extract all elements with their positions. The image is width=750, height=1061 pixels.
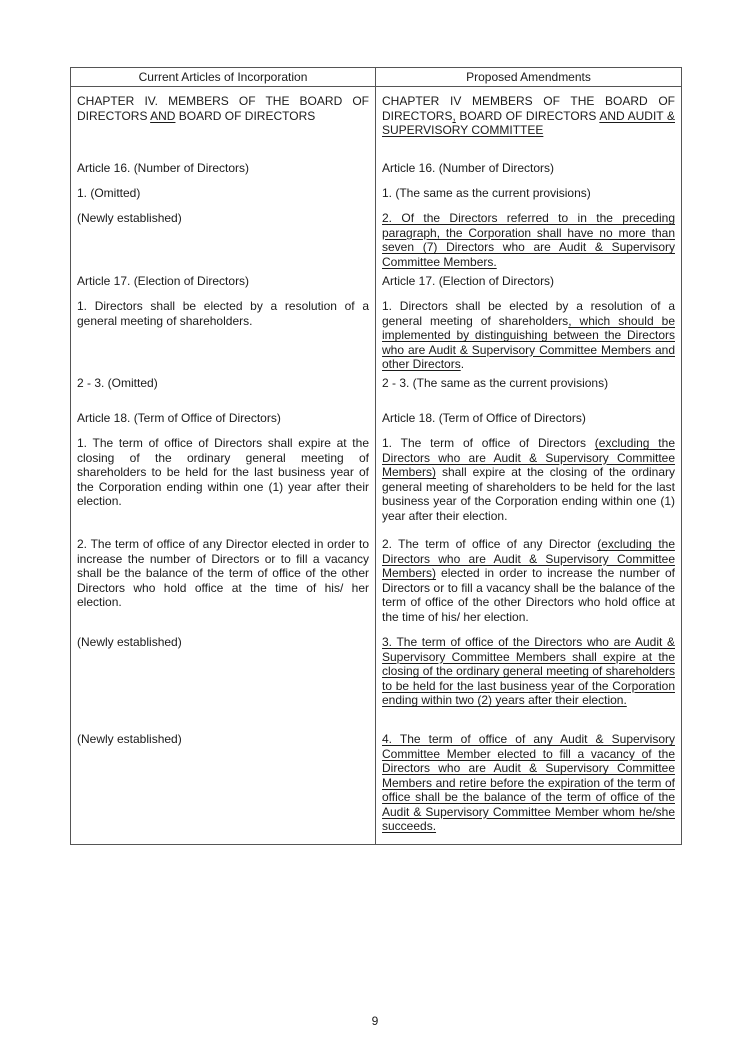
underlined-amendment-segment: AND AUDIT & SUPERVISORY COMMITTEE: [382, 108, 675, 137]
proposed-amendment-text: [382, 537, 675, 624]
text-segment: elected in order to increase the number of Directors or to fill a vacancy shall be the balance of the term of office of the other Directors who hold office at the time of his/ her election.: [382, 566, 675, 624]
current-article-text: [77, 376, 369, 391]
proposed-amendment-text: [382, 411, 675, 426]
table-row: [71, 408, 682, 433]
proposed-amendment-text: [382, 299, 675, 372]
text-segment: Article 17. (Election of Directors): [77, 274, 250, 288]
text-segment: 1. (The same as the current provisions): [382, 186, 591, 200]
table-row: [71, 296, 682, 373]
proposed-amendment-cell: [376, 87, 682, 157]
current-article-text: [77, 299, 369, 328]
proposed-amendment-text: [382, 376, 675, 391]
text-segment: 1. The term of office of Directors: [382, 436, 595, 450]
table-row: [71, 183, 682, 208]
current-article-cell: [71, 433, 376, 534]
proposed-amendment-cell: [376, 208, 682, 271]
proposed-amendment-cell: [376, 534, 682, 632]
proposed-amendment-text: [382, 436, 675, 523]
text-segment: 2 - 3. (The same as the current provisions): [382, 376, 609, 390]
current-article-text: [77, 635, 369, 650]
current-article-cell: [71, 632, 376, 729]
table-row: [71, 534, 682, 632]
proposed-amendment-text: [382, 161, 675, 176]
table-row: [71, 208, 682, 271]
proposed-amendment-cell: [376, 433, 682, 534]
table-row: [71, 373, 682, 408]
current-article-cell: [71, 373, 376, 408]
text-segment: Article 18. (Term of Office of Directors): [382, 411, 586, 425]
table-header-row: [71, 68, 682, 87]
text-segment: 1. Directors shall be elected by a resolution of a general meeting of shareholders: [382, 299, 675, 328]
proposed-amendment-text: [382, 274, 675, 289]
header-current-articles: Current Articles of Incorporation: [71, 68, 376, 87]
page-number: 9: [371, 1014, 379, 1028]
current-article-cell: [71, 296, 376, 373]
proposed-amendment-text: [382, 635, 675, 708]
table-row: [71, 87, 682, 157]
text-segment: Article 17. (Election of Directors): [382, 274, 555, 288]
text-segment: 2. The term of office of any Director elected in order to increase the number of Directors or to fill a vacancy shall be the balance of the term of office of the other Directors who hold office at the time of his/ her election.: [77, 537, 369, 609]
current-article-cell: [71, 208, 376, 271]
underlined-amendment-segment: (excluding the Directors who are Audit & Supervisory Committee Members): [382, 537, 675, 580]
table-row: [71, 632, 682, 729]
underlined-amendment-segment: (excluding the Directors who are Audit & Supervisory Committee Members): [382, 436, 675, 479]
text-segment: Article 16. (Number of Directors): [77, 161, 250, 175]
table-row: [71, 433, 682, 534]
current-article-text: [77, 537, 369, 610]
current-article-cell: [71, 87, 376, 157]
current-article-text: [77, 186, 369, 201]
underlined-amendment-segment: ,: [452, 108, 456, 123]
table-row: [71, 271, 682, 296]
underlined-amendment-segment: 4. The term of office of any Audit & Supervisory Committee Member elected to fill a vacancy of the Directors who are Audit & Supervisory Committee Members and retire before the expiration of the term of office shall be the balance of the term of office of the Audit & Supervisory Committee Member whom he/she succeeds.: [382, 732, 675, 833]
text-segment: CHAPTER IV. MEMBERS OF THE BOARD OF DIRECTORS: [77, 94, 369, 123]
text-segment: 2 - 3. (Omitted): [77, 376, 158, 390]
current-article-text: [77, 94, 369, 123]
proposed-amendment-text: [382, 211, 675, 269]
underlined-amendment-segment: 2. Of the Directors referred to in the preceding paragraph, the Corporation shall have no more than seven (7) Directors who are Audit & Supervisory Committee Members.: [382, 211, 675, 269]
text-segment: shall expire at the closing of the ordinary general meeting of shareholders to be held for the last business year of the Corporation ending within one (1) year after their election.: [382, 465, 675, 523]
proposed-amendment-cell: [376, 156, 682, 183]
text-segment: 2. The term of office of any Director: [382, 537, 598, 551]
proposed-amendment-text: [382, 94, 675, 138]
current-article-text: [77, 411, 369, 426]
proposed-amendment-cell: [376, 271, 682, 296]
current-article-text: [77, 732, 369, 747]
text-segment: (Newly established): [77, 211, 182, 225]
current-article-text: [77, 161, 369, 176]
proposed-amendment-cell: [376, 296, 682, 373]
proposed-amendment-cell: [376, 183, 682, 208]
text-segment: .: [460, 357, 465, 371]
text-segment: (Newly established): [77, 635, 182, 649]
text-segment: 1. Directors shall be elected by a resolution of a general meeting of shareholders.: [77, 299, 369, 328]
proposed-amendment-cell: [376, 373, 682, 408]
underlined-amendment-segment: 3. The term of office of the Directors who are Audit & Supervisory Committee Members shall expire at the closing of the ordinary general meeting of shareholders to be held for the last business year of the Corporation ending within two (2) years after their election.: [382, 635, 675, 707]
text-segment: Article 18. (Term of Office of Directors): [77, 411, 281, 425]
underlined-amendment-segment: , which should be implemented by distinguishing between the Directors who are Audit & Supervisory Committee Members and other Directors: [382, 313, 675, 371]
current-article-cell: [71, 408, 376, 433]
current-article-text: [77, 436, 369, 509]
text-segment: CHAPTER IV MEMBERS OF THE BOARD OF DIRECTORS: [382, 94, 675, 123]
text-segment: 1. (Omitted): [77, 186, 141, 200]
proposed-amendment-cell: [376, 729, 682, 845]
current-article-cell: [71, 183, 376, 208]
current-article-text: [77, 274, 369, 289]
proposed-amendment-cell: [376, 408, 682, 433]
proposed-amendment-cell: [376, 632, 682, 729]
table-row: [71, 729, 682, 845]
current-article-cell: [71, 534, 376, 632]
text-segment: BOARD OF DIRECTORS: [175, 108, 316, 123]
current-article-cell: [71, 156, 376, 183]
table-row: [71, 156, 682, 183]
amendment-comparison-table: [70, 67, 682, 845]
text-segment: (Newly established): [77, 732, 182, 746]
text-segment: Article 16. (Number of Directors): [382, 161, 555, 175]
text-segment: 1. The term of office of Directors shall expire at the closing of the ordinary general meeting of shareholders to be held for the last business year of the Corporation ending within one (1) year after their election.: [77, 436, 369, 508]
current-article-cell: [71, 729, 376, 845]
underlined-amendment-segment: AND: [150, 108, 176, 123]
proposed-amendment-text: [382, 186, 675, 201]
proposed-amendment-text: [382, 732, 675, 834]
text-segment: BOARD OF DIRECTORS: [455, 108, 600, 123]
current-article-cell: [71, 271, 376, 296]
header-proposed-amendments: Proposed Amendments: [376, 68, 682, 87]
current-article-text: [77, 211, 369, 226]
